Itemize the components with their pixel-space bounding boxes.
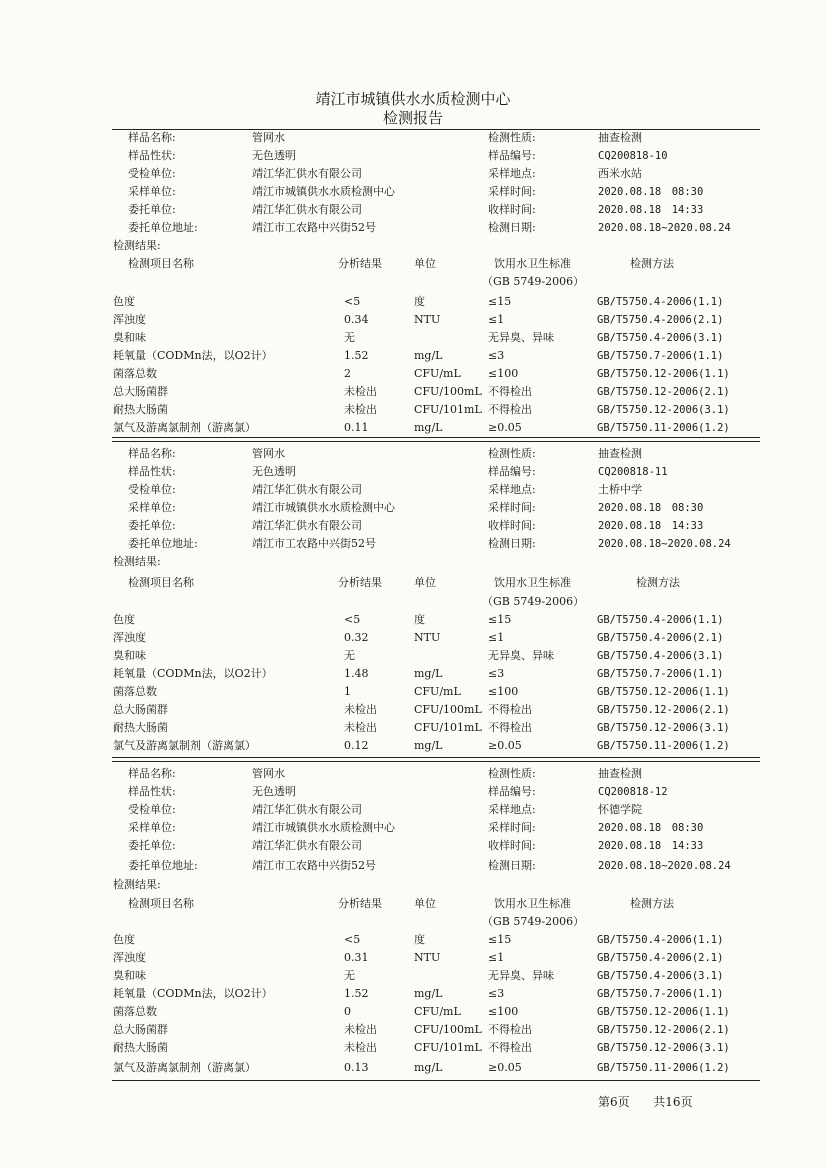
org-title: 靖江市城镇供水水质检测中心 (315, 90, 511, 108)
col-unit-header: 单位 (414, 257, 436, 270)
value-client-address: 靖江市工农路中兴街52号 (252, 537, 376, 550)
col-item-header: 检测项目名称 (128, 257, 194, 270)
item-method: GB/T5750.4-2006(1.1) (597, 614, 724, 626)
item-result: 1 (344, 685, 351, 698)
section-divider (112, 757, 760, 758)
value-sample-state: 无色透明 (252, 149, 296, 162)
value-test-date: 2020.08.18~2020.08.24 (598, 860, 731, 872)
info-row (0, 481, 826, 499)
item-unit: mg/L (414, 667, 443, 680)
results-title: 检测结果: (113, 878, 161, 891)
item-result: 1.52 (344, 987, 369, 1000)
results-header-row (0, 574, 826, 592)
item-standard: ≤15 (488, 295, 512, 308)
item-name: 菌落总数 (113, 1005, 157, 1018)
value-sampling-site: 西米水站 (598, 167, 642, 180)
col-standard-subheader: （GB 5749-2006） (482, 915, 585, 928)
col-item-header: 检测项目名称 (128, 576, 194, 589)
item-name: 浑浊度 (113, 951, 146, 964)
item-standard: 不得检出 (488, 403, 532, 416)
item-method: GB/T5750.7-2006(1.1) (597, 668, 724, 680)
value-sampling-time: 2020.08.18 08:30 (598, 186, 704, 198)
label-receive-time: 收样时间: (488, 839, 536, 852)
label-sample-no: 样品编号: (488, 149, 536, 162)
info-row (0, 201, 826, 219)
value-sampling-site: 土桥中学 (598, 483, 642, 496)
results-header-row (0, 255, 826, 273)
value-sampling-unit: 靖江市城镇供水水质检测中心 (252, 185, 395, 198)
table-row (0, 701, 826, 719)
info-row (0, 165, 826, 183)
table-row (0, 931, 826, 949)
value-test-date: 2020.08.18~2020.08.24 (598, 222, 731, 234)
item-standard: 不得检出 (488, 703, 532, 716)
item-method: GB/T5750.7-2006(1.1) (597, 350, 724, 362)
info-row (0, 445, 826, 463)
results-header-sub-row (0, 593, 826, 611)
value-client-unit: 靖江华汇供水有限公司 (252, 839, 362, 852)
item-standard: ≤3 (488, 349, 505, 362)
value-sampling-unit: 靖江市城镇供水水质检测中心 (252, 821, 395, 834)
item-name: 菌落总数 (113, 367, 157, 380)
results-header-sub-row (0, 913, 826, 931)
item-unit: CFU/101mL (414, 1041, 482, 1054)
table-row (0, 293, 826, 311)
results-header-sub-row (0, 273, 826, 291)
col-standard-header: 饮用水卫生标准 (494, 576, 571, 589)
value-sample-no: CQ200818-12 (598, 786, 668, 798)
item-name: 总大肠菌群 (113, 385, 168, 398)
item-unit: CFU/mL (414, 685, 461, 698)
label-test-type: 检测性质: (488, 767, 536, 780)
value-sampling-time: 2020.08.18 08:30 (598, 502, 704, 514)
label-test-type: 检测性质: (488, 131, 536, 144)
item-method: GB/T5750.12-2006(2.1) (597, 1024, 730, 1036)
info-row (0, 147, 826, 165)
label-sampling-time: 采样时间: (488, 185, 536, 198)
item-method: GB/T5750.4-2006(2.1) (597, 952, 724, 964)
item-method: GB/T5750.12-2006(2.1) (597, 386, 730, 398)
value-test-type: 抽查检测 (598, 447, 642, 460)
value-sample-name: 管网水 (252, 131, 285, 144)
col-standard-header: 饮用水卫生标准 (494, 897, 571, 910)
label-sample-state: 样品性状: (128, 785, 176, 798)
item-unit: CFU/mL (414, 367, 461, 380)
info-row (0, 765, 826, 783)
item-unit: NTU (414, 951, 441, 964)
value-test-type: 抽查检测 (598, 131, 642, 144)
item-name: 耗氧量（CODMn法，以O2计） (113, 987, 273, 1000)
item-standard: 不得检出 (488, 721, 532, 734)
item-result: 未检出 (344, 403, 377, 416)
item-result: 0.11 (344, 421, 369, 434)
col-unit-header: 单位 (414, 576, 436, 589)
item-unit: 度 (414, 933, 425, 946)
item-name: 臭和味 (113, 331, 146, 344)
value-inspected-unit: 靖江华汇供水有限公司 (252, 167, 362, 180)
col-result-header: 分析结果 (338, 897, 382, 910)
item-result: 无 (344, 331, 355, 344)
item-name: 臭和味 (113, 969, 146, 982)
item-unit: CFU/100mL (414, 703, 482, 716)
item-name: 氯气及游离氯制剂（游离氯） (113, 421, 256, 434)
item-standard: ≥0.05 (488, 1061, 522, 1074)
item-unit: NTU (414, 631, 441, 644)
value-client-unit: 靖江华汇供水有限公司 (252, 519, 362, 532)
item-unit: mg/L (414, 349, 443, 362)
item-result: <5 (344, 295, 361, 308)
item-name: 菌落总数 (113, 685, 157, 698)
results-title: 检测结果: (113, 555, 161, 568)
page-footer (598, 1093, 693, 1110)
label-sample-name: 样品名称: (128, 767, 176, 780)
item-standard: ≤1 (488, 631, 505, 644)
value-sampling-time: 2020.08.18 08:30 (598, 822, 704, 834)
info-row (0, 517, 826, 535)
value-client-address: 靖江市工农路中兴街52号 (252, 859, 376, 872)
col-method-header: 检测方法 (636, 576, 680, 589)
item-method: GB/T5750.11-2006(1.2) (597, 422, 730, 434)
value-sample-name: 管网水 (252, 767, 285, 780)
label-sampling-unit: 采样单位: (128, 821, 176, 834)
results-title-row (0, 553, 826, 571)
label-inspected-unit: 受检单位: (128, 483, 176, 496)
label-sample-name: 样品名称: (128, 131, 176, 144)
label-sampling-site: 采样地点: (488, 483, 536, 496)
table-row (0, 1003, 826, 1021)
item-result: 无 (344, 649, 355, 662)
info-row (0, 499, 826, 517)
item-result: 未检出 (344, 721, 377, 734)
item-result: 0.12 (344, 739, 369, 752)
col-result-header: 分析结果 (338, 257, 382, 270)
item-standard: ≤100 (488, 367, 519, 380)
item-result: 未检出 (344, 1023, 377, 1036)
label-sampling-time: 采样时间: (488, 821, 536, 834)
item-name: 耗氧量（CODMn法，以O2计） (113, 667, 273, 680)
report-title: 检测报告 (382, 109, 443, 127)
item-unit: CFU/101mL (414, 721, 482, 734)
results-title-row (0, 237, 826, 255)
value-inspected-unit: 靖江华汇供水有限公司 (252, 483, 362, 496)
value-receive-time: 2020.08.18 14:33 (598, 520, 704, 532)
label-sample-name: 样品名称: (128, 447, 176, 460)
item-name: 色度 (113, 613, 135, 626)
value-test-type: 抽查检测 (598, 767, 642, 780)
label-sample-state: 样品性状: (128, 149, 176, 162)
item-standard: ≤3 (488, 987, 505, 1000)
item-name: 耐热大肠菌 (113, 1041, 168, 1054)
results-header-row (0, 895, 826, 913)
item-name: 耗氧量（CODMn法，以O2计） (113, 349, 273, 362)
section-divider (112, 441, 760, 442)
item-method: GB/T5750.4-2006(1.1) (597, 296, 724, 308)
item-method: GB/T5750.4-2006(2.1) (597, 632, 724, 644)
label-inspected-unit: 受检单位: (128, 803, 176, 816)
value-sample-no: CQ200818-11 (598, 466, 668, 478)
table-row (0, 647, 826, 665)
value-receive-time: 2020.08.18 14:33 (598, 204, 704, 216)
item-result: 2 (344, 367, 351, 380)
table-row (0, 329, 826, 347)
table-row (0, 401, 826, 419)
item-method: GB/T5750.12-2006(3.1) (597, 722, 730, 734)
page-number: 第6页 (598, 1095, 630, 1109)
value-sample-name: 管网水 (252, 447, 285, 460)
item-standard: 不得检出 (488, 385, 532, 398)
table-row (0, 311, 826, 329)
item-result: 0 (344, 1005, 351, 1018)
col-standard-subheader: （GB 5749-2006） (482, 275, 585, 288)
table-row (0, 419, 826, 437)
label-client-address: 委托单位地址: (128, 537, 198, 550)
item-result: 1.48 (344, 667, 369, 680)
item-method: GB/T5750.12-2006(3.1) (597, 1042, 730, 1054)
value-client-unit: 靖江华汇供水有限公司 (252, 203, 362, 216)
item-name: 耐热大肠菌 (113, 721, 168, 734)
table-row (0, 949, 826, 967)
table-row (0, 1039, 826, 1057)
value-sample-no: CQ200818-10 (598, 150, 668, 162)
item-method: GB/T5750.4-2006(3.1) (597, 970, 724, 982)
item-method: GB/T5750.4-2006(1.1) (597, 934, 724, 946)
table-row (0, 365, 826, 383)
item-name: 色度 (113, 933, 135, 946)
info-row (0, 129, 826, 147)
label-inspected-unit: 受检单位: (128, 167, 176, 180)
item-name: 总大肠菌群 (113, 703, 168, 716)
col-unit-header: 单位 (414, 897, 436, 910)
table-row (0, 629, 826, 647)
item-result: <5 (344, 933, 361, 946)
label-sample-no: 样品编号: (488, 785, 536, 798)
label-test-date: 检测日期: (488, 537, 536, 550)
item-result: 未检出 (344, 385, 377, 398)
info-row (0, 183, 826, 201)
item-result: 0.34 (344, 313, 369, 326)
item-standard: 不得检出 (488, 1023, 532, 1036)
label-client-address: 委托单位地址: (128, 859, 198, 872)
label-client-unit: 委托单位: (128, 839, 176, 852)
item-method: GB/T5750.12-2006(1.1) (597, 368, 730, 380)
table-row (0, 383, 826, 401)
item-method: GB/T5750.11-2006(1.2) (597, 740, 730, 752)
label-client-unit: 委托单位: (128, 519, 176, 532)
item-method: GB/T5750.12-2006(1.1) (597, 686, 730, 698)
item-unit: CFU/100mL (414, 1023, 482, 1036)
value-test-date: 2020.08.18~2020.08.24 (598, 538, 731, 550)
label-receive-time: 收样时间: (488, 203, 536, 216)
item-result: 0.13 (344, 1061, 369, 1074)
item-standard: ≤15 (488, 933, 512, 946)
item-method: GB/T5750.4-2006(3.1) (597, 332, 724, 344)
item-unit: 度 (414, 295, 425, 308)
item-standard: ≤100 (488, 1005, 519, 1018)
table-row (0, 719, 826, 737)
item-result: 0.31 (344, 951, 369, 964)
results-title-row (0, 876, 826, 894)
item-standard: ≥0.05 (488, 739, 522, 752)
item-method: GB/T5750.4-2006(2.1) (597, 314, 724, 326)
col-item-header: 检测项目名称 (128, 897, 194, 910)
item-method: GB/T5750.12-2006(2.1) (597, 704, 730, 716)
col-standard-header: 饮用水卫生标准 (494, 257, 571, 270)
item-standard: ≤1 (488, 313, 505, 326)
info-row (0, 819, 826, 837)
info-row (0, 857, 826, 875)
label-sample-no: 样品编号: (488, 465, 536, 478)
item-standard: ≤1 (488, 951, 505, 964)
item-standard: 无异臭、异味 (488, 331, 554, 344)
item-unit: mg/L (414, 421, 443, 434)
item-name: 色度 (113, 295, 135, 308)
item-standard: 不得检出 (488, 1041, 532, 1054)
item-name: 氯气及游离氯制剂（游离氯） (113, 1061, 256, 1074)
value-client-address: 靖江市工农路中兴街52号 (252, 221, 376, 234)
label-test-date: 检测日期: (488, 859, 536, 872)
table-row (0, 967, 826, 985)
section-divider (112, 761, 760, 762)
item-name: 氯气及游离氯制剂（游离氯） (113, 739, 256, 752)
table-row (0, 1021, 826, 1039)
value-sampling-unit: 靖江市城镇供水水质检测中心 (252, 501, 395, 514)
item-unit: 度 (414, 613, 425, 626)
label-test-date: 检测日期: (488, 221, 536, 234)
item-unit: mg/L (414, 987, 443, 1000)
label-sampling-unit: 采样单位: (128, 501, 176, 514)
item-unit: mg/L (414, 1061, 443, 1074)
table-row (0, 611, 826, 629)
item-result: 1.52 (344, 349, 369, 362)
col-method-header: 检测方法 (630, 257, 674, 270)
item-unit: CFU/100mL (414, 385, 482, 398)
item-method: GB/T5750.4-2006(3.1) (597, 650, 724, 662)
info-row (0, 837, 826, 855)
item-result: <5 (344, 613, 361, 626)
info-row (0, 801, 826, 819)
table-row (0, 737, 826, 755)
info-row (0, 463, 826, 481)
item-unit: NTU (414, 313, 441, 326)
item-result: 0.32 (344, 631, 369, 644)
page-total: 共16页 (653, 1095, 693, 1109)
value-sample-state: 无色透明 (252, 465, 296, 478)
item-standard: ≤100 (488, 685, 519, 698)
item-standard: 无异臭、异味 (488, 969, 554, 982)
label-sampling-time: 采样时间: (488, 501, 536, 514)
info-row (0, 783, 826, 801)
table-row (0, 985, 826, 1003)
value-inspected-unit: 靖江华汇供水有限公司 (252, 803, 362, 816)
item-standard: ≥0.05 (488, 421, 522, 434)
label-sampling-site: 采样地点: (488, 803, 536, 816)
label-client-unit: 委托单位: (128, 203, 176, 216)
item-name: 臭和味 (113, 649, 146, 662)
label-client-address: 委托单位地址: (128, 221, 198, 234)
value-sample-state: 无色透明 (252, 785, 296, 798)
item-result: 无 (344, 969, 355, 982)
table-row (0, 1059, 826, 1077)
item-result: 未检出 (344, 1041, 377, 1054)
item-standard: 无异臭、异味 (488, 649, 554, 662)
item-method: GB/T5750.11-2006(1.2) (597, 1062, 730, 1074)
item-result: 未检出 (344, 703, 377, 716)
item-method: GB/T5750.12-2006(1.1) (597, 1006, 730, 1018)
table-row (0, 347, 826, 365)
col-method-header: 检测方法 (630, 897, 674, 910)
item-name: 耐热大肠菌 (113, 403, 168, 416)
item-method: GB/T5750.12-2006(3.1) (597, 404, 730, 416)
section-bottom-rule (112, 1080, 760, 1081)
label-sampling-unit: 采样单位: (128, 185, 176, 198)
table-row (0, 683, 826, 701)
item-standard: ≤15 (488, 613, 512, 626)
value-sampling-site: 怀德学院 (598, 803, 642, 816)
col-result-header: 分析结果 (338, 576, 382, 589)
item-method: GB/T5750.7-2006(1.1) (597, 988, 724, 1000)
label-test-type: 检测性质: (488, 447, 536, 460)
col-standard-subheader: （GB 5749-2006） (482, 595, 585, 608)
value-receive-time: 2020.08.18 14:33 (598, 840, 704, 852)
item-unit: CFU/mL (414, 1005, 461, 1018)
item-standard: ≤3 (488, 667, 505, 680)
info-row (0, 219, 826, 237)
section-divider (112, 437, 760, 438)
results-title: 检测结果: (113, 239, 161, 252)
label-sample-state: 样品性状: (128, 465, 176, 478)
info-row (0, 535, 826, 553)
item-name: 总大肠菌群 (113, 1023, 168, 1036)
item-name: 浑浊度 (113, 313, 146, 326)
label-sampling-site: 采样地点: (488, 167, 536, 180)
label-receive-time: 收样时间: (488, 519, 536, 532)
item-unit: mg/L (414, 739, 443, 752)
item-name: 浑浊度 (113, 631, 146, 644)
table-row (0, 665, 826, 683)
item-unit: CFU/101mL (414, 403, 482, 416)
